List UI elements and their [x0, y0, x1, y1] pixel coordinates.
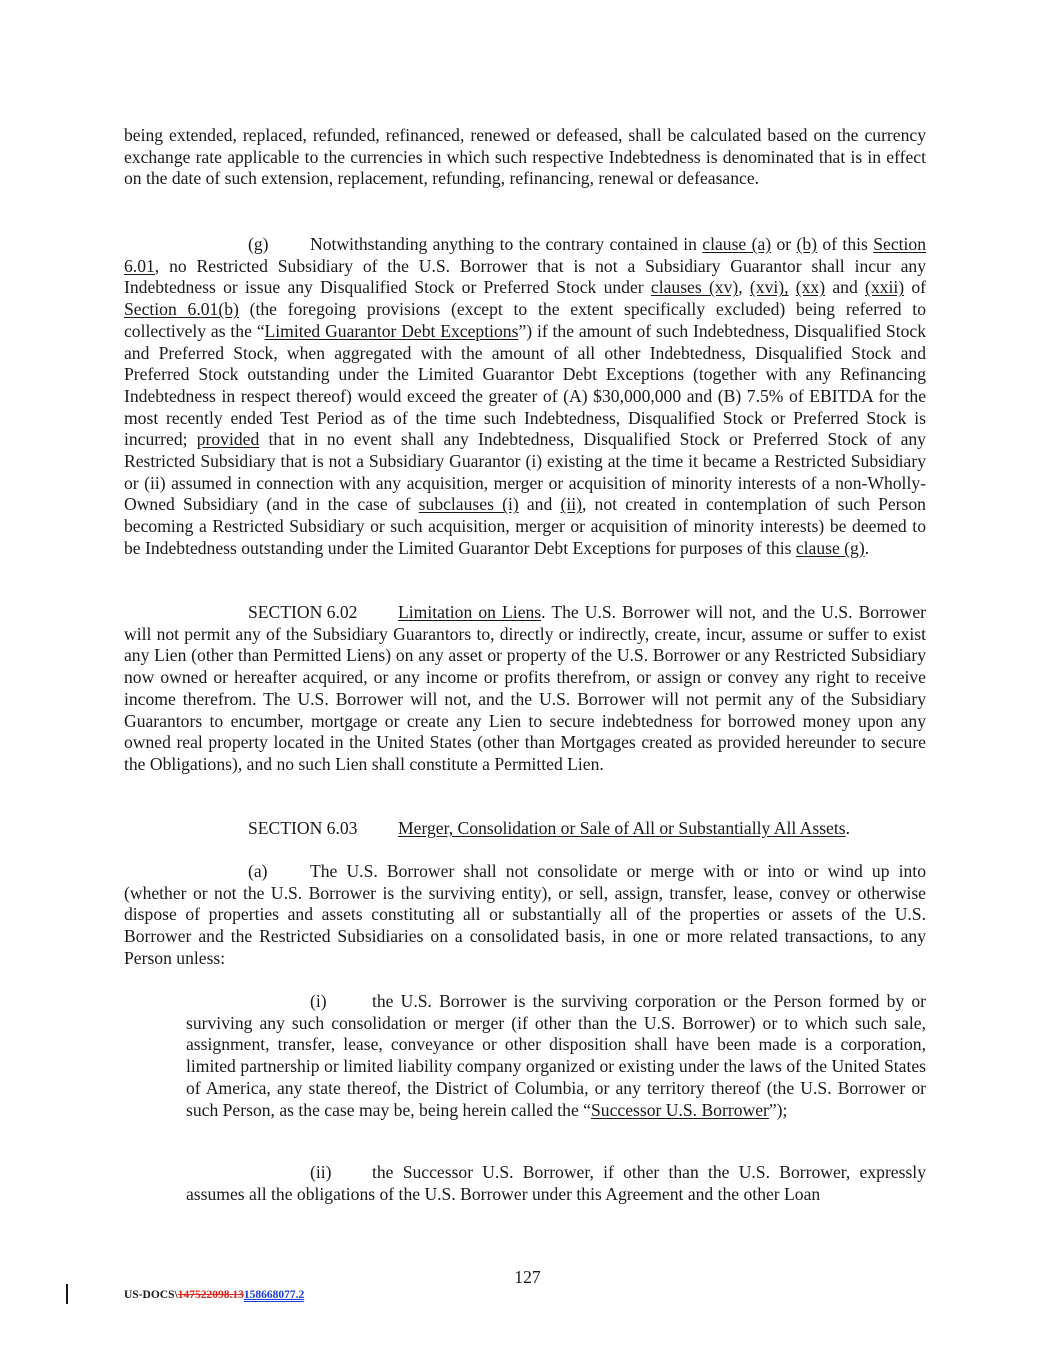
document-id-footer: US-DOCS\147522098.13158668077.2 — [124, 1289, 305, 1301]
page-number: 127 — [514, 1267, 541, 1287]
section-number: SECTION 6.02 — [248, 602, 358, 622]
cross-reference: (xvi), — [749, 277, 789, 298]
section-number: SECTION 6.03 — [248, 818, 358, 838]
subclause-ii-paragraph: (ii) the Successor U.S. Borrower, if other than the U.S. Borrower, expressly assumes all the obligations of the U.S. Borrower under this Agreement and the other Loan — [186, 1162, 926, 1204]
cross-reference: (b) — [796, 234, 818, 254]
inserted-doc-number: 158668077.2 — [243, 1289, 305, 1301]
cross-reference: (xxii) — [865, 277, 905, 298]
defined-term: Limited Guarantor Debt Exceptions — [264, 320, 519, 341]
clause-g-paragraph: (g) Notwithstanding anything to the contrary contained in clause (a) or (b) of this Section 6.01, no Restricted Subsidiary of the U.S. Borrower that is not a Subsidiary Guarantor shall incur any Indebtedness or issue any Disqualified Stock or Preferred Stock under clauses (xv), (xvi), (xx) and (xxii) of Section 6.01(b) (the foregoing provisions (except to the extent specifically excluded) being referred to collectively as the “Limited Guarantor Debt Exceptions”) if the amount of such Indebtedness, Disqualified Stock and Preferred Stock, when aggregated with the amount of all other Indebtedness, Disqualified Stock and Preferred Stock outstanding under the Limited Guarantor Debt Exceptions (together with any Refinancing Indebtedness in respect thereof) would exceed the greater of (A) $30,000,000 and (B) 7.5% of EBITDA for the most recently ended Test Period as of the time such Indebtedness, Disqualified Stock or Preferred Stock is incurred; provided that in no event shall any Indebtedness, Disqualified Stock or Preferred Stock of any Restricted Subsidiary that is not a Subsidiary Guarantor (i) existing at the time it became a Restricted Subsidiary or (ii) assumed in connection with any acquisition, merger or acquisition of minority interests of a non-Wholly-Owned Subsidiary (and in the case of subclauses (i) and (ii), not created in contemplation of such Person becoming a Restricted Subsidiary or such acquisition, merger or acquisition of minority interests) be deemed to be Indebtedness outstanding under the Limited Guarantor Debt Exceptions for purposes of this clause (g). — [124, 234, 926, 558]
clause-label: (a) — [248, 861, 268, 881]
cross-reference: subclauses (i) — [418, 494, 519, 515]
cross-reference: clause (g) — [795, 537, 865, 558]
subclause-i-paragraph: (i) the U.S. Borrower is the surviving corporation or the Person formed by or surviving any such consolidation or merger (if other than the U.S. Borrower) or to which such sale, assignment, transfer, lease, conveyance or other disposition shall have been made is a corporation, limited partnership or limited liability company organized or existing under the laws of the United States of America, any state thereof, the District of Columbia, or any territory thereof (the U.S. Borrower or such Person, as the case may be, being herein called the “Successor U.S. Borrower”); — [186, 991, 926, 1120]
cross-reference: clauses (xv) — [650, 277, 739, 298]
revision-change-bar — [66, 1284, 68, 1304]
section-6-03-heading: SECTION 6.03 Merger, Consolidation or Sale of All or Substantially All Assets. — [248, 818, 850, 838]
cross-reference: Section 6.01 — [124, 234, 926, 276]
clause-label: (g) — [248, 234, 269, 254]
section-title: Limitation on Liens — [398, 602, 542, 622]
proviso-term: provided — [196, 429, 260, 450]
clause-label: (ii) — [310, 1162, 332, 1182]
section-6-02-paragraph: SECTION 6.02 Limitation on Liens. The U.S. Borrower will not, and the U.S. Borrower will not permit any of the Subsidiary Guarantors to, directly or indirectly, create, incur, assume or suffer to exist any Lien (other than Permitted Liens) on any asset or property of the U.S. Borrower or any Restricted Subsidiary now owned or hereafter acquired, or any income or profits therefrom, or assign or convey any right to receive income therefrom. The U.S. Borrower will not, and the U.S. Borrower will not permit any of the Subsidiary Guarantors to encumber, mortgage or create any Lien to secure indebtedness for borrowed money upon any owned real property located in the United States (other than Mortgages created as provided hereunder to secure the Obligations), and no such Lien shall constitute a Permitted Lien. — [124, 602, 926, 774]
deleted-doc-number: 147522098.13 — [177, 1289, 244, 1301]
clause-label: (i) — [310, 991, 327, 1011]
cross-reference: Section 6.01(b) — [124, 299, 239, 320]
section-title: Merger, Consolidation or Sale of All or Substantially All Assets — [398, 818, 846, 838]
carryover-paragraph: being extended, replaced, refunded, refinanced, renewed or defeased, shall be calculated based on the currency exchange rate applicable to the currencies in which such respective Indebtedness is denominated that is in effect on the date of such extension, replacement, refunding, refinancing, renewal or defeasance. — [124, 125, 926, 189]
cross-reference: clause (a) — [702, 234, 772, 254]
cross-reference: (xx) — [795, 277, 826, 298]
defined-term: Successor U.S. Borrower — [591, 1099, 769, 1120]
cross-reference: (ii) — [560, 494, 582, 515]
clause-a-paragraph: (a) The U.S. Borrower shall not consolidate or merge with or into or wind up into (whether or not the U.S. Borrower is the surviving entity), or sell, assign, transfer, lease, convey or otherwise dispose of properties and assets constituting all or substantially all of the properties or assets of the U.S. Borrower and the Restricted Subsidiaries on a consolidated basis, in one or more related transactions, to any Person unless: — [124, 861, 926, 968]
